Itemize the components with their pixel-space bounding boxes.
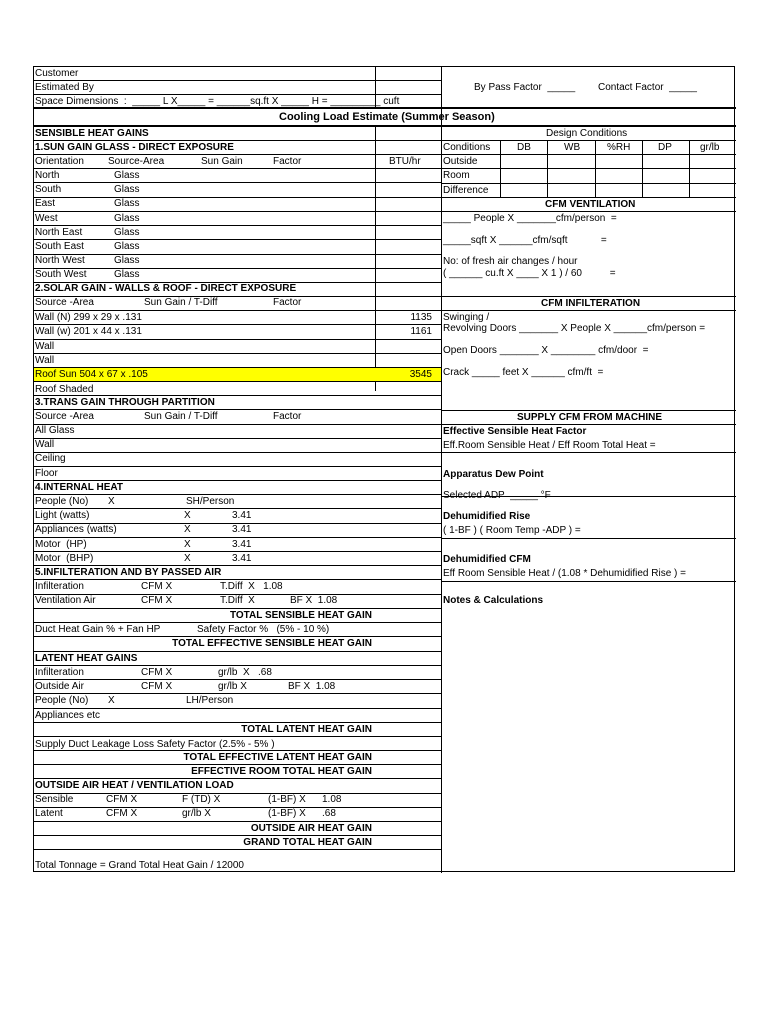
row-rule — [34, 438, 441, 439]
row-rule — [34, 821, 441, 822]
cond-row-difference: Difference — [443, 185, 489, 196]
wall-btu-value: 1161 — [410, 326, 432, 338]
cond-hdr-conditions: Conditions — [443, 142, 491, 153]
outside-label: Sensible — [35, 794, 74, 805]
crack-label: Crack _____ feet X ______ cfm/ft = — [443, 367, 604, 378]
bypass-factor-label: By Pass Factor _____ — [474, 82, 576, 93]
internal-label: Motor (BHP) — [35, 552, 94, 564]
orientation-dir: South West — [35, 269, 87, 281]
orientation-src: Glass — [114, 226, 140, 238]
orientation-src: Glass — [114, 170, 140, 181]
cond-row-room: Room — [443, 170, 470, 181]
hdr-line-1 — [34, 80, 441, 81]
col-orientation: Orientation — [35, 156, 84, 167]
trans-item: All Glass — [35, 425, 75, 436]
col-divider-main — [441, 67, 442, 873]
sheet-title: Cooling Load Estimate (Summer Season) — [279, 111, 495, 123]
orientation-dir: North West — [35, 255, 85, 267]
row-rule — [34, 168, 441, 169]
infil-heading: 5.INFILTERATION AND BY PASSED AIR — [35, 567, 222, 578]
latent-people-x: X — [108, 695, 115, 706]
row-rule — [34, 239, 441, 240]
internal-label: Light (watts) — [35, 510, 90, 522]
latent-people-label: People (No) — [35, 695, 89, 706]
row-rule — [34, 353, 441, 354]
solar-col-source: Source -Area — [35, 297, 94, 308]
outside-heading: OUTSIDE AIR HEAT / VENTILATION LOAD — [35, 780, 234, 791]
cfm-vent-heading: CFM VENTILATION — [545, 199, 636, 210]
internal-factor: 3.41 — [232, 524, 252, 536]
dehum-cfm-heading: Dehumidified CFM — [443, 554, 531, 565]
outside-a: gr/lb X — [182, 808, 211, 819]
latent-mid: gr/lb X — [218, 681, 247, 692]
appliances-etc: Appliances etc — [35, 710, 101, 721]
row-rule — [34, 225, 441, 226]
row-rule — [34, 211, 441, 212]
internal-x: X — [184, 552, 191, 564]
cond-col-gr — [689, 140, 690, 197]
adp-heading: Apparatus Dew Point — [443, 469, 544, 480]
outside-c: .68 — [322, 808, 336, 819]
outside-a: F (TD) X — [182, 794, 221, 805]
latent-cfm: CFM X — [141, 667, 173, 678]
row-rule — [34, 466, 441, 467]
trans-heading: 3.TRANS GAIN THROUGH PARTITION — [35, 397, 215, 408]
internal-factor: 3.41 — [232, 510, 252, 522]
latent-end: BF X 1.08 — [288, 681, 336, 692]
col-sun-gain: Sun Gain — [201, 156, 243, 167]
cond-col-rh — [595, 140, 596, 197]
internal-x: X — [184, 510, 191, 522]
latent-heading: LATENT HEAT GAINS — [35, 653, 138, 664]
orientation-dir: South — [35, 184, 62, 196]
internal-x: X — [184, 538, 191, 550]
row-rule — [34, 793, 441, 794]
row-rule — [34, 254, 441, 255]
latent-label: Infilteration — [35, 667, 84, 678]
estimated-by-label: Estimated By — [35, 82, 94, 93]
infil-label: Infilteration — [35, 581, 84, 592]
sun-glass-heading: 1.SUN GAIN GLASS - DIRECT EXPOSURE — [35, 142, 234, 153]
internal-factor: SH/Person — [186, 496, 235, 507]
internal-x: X — [184, 524, 191, 536]
trans-item: Ceiling — [35, 453, 66, 465]
wall-label: Wall (w) 201 x 44 x .131 — [35, 326, 142, 338]
cond-col-db — [500, 140, 501, 197]
wall-btu-value: 1135 — [410, 312, 432, 323]
duct-heat-label: Duct Heat Gain % + Fan HP — [35, 624, 161, 635]
row-rule — [34, 409, 441, 410]
solar-col-sungain: Sun Gain / T-Diff — [144, 297, 218, 308]
tonnage-formula: Total Tonnage = Grand Total Heat Gain / 12000 — [35, 860, 244, 871]
dehum-rise-heading: Dehumidified Rise — [443, 511, 531, 522]
infil-cfm: CFM X — [141, 581, 173, 592]
cond-hdr-grlb: gr/lb — [700, 142, 720, 153]
orientation-src: Glass — [114, 184, 140, 196]
row-rule — [34, 722, 441, 723]
row-rule — [34, 693, 441, 694]
cond-line-1 — [441, 154, 736, 155]
col-source-area: Source-Area — [108, 156, 165, 167]
cond-hdr-db: DB — [517, 142, 531, 153]
row-rule — [34, 452, 441, 453]
internal-label: People (No) — [35, 496, 89, 507]
sensible-heading: SENSIBLE HEAT GAINS — [35, 128, 149, 139]
row-rule — [34, 424, 441, 425]
supply-duct-label: Supply Duct Leakage Loss Safety Factor (2.5% - 5% ) — [35, 739, 275, 750]
fresh-air-2: ( ______ cu.ft X ____ X 1 ) / 60 = — [443, 268, 616, 279]
col-factor: Factor — [273, 156, 302, 167]
internal-x: X — [108, 496, 115, 507]
trans-item: Floor — [35, 467, 58, 479]
r-line-eshf — [441, 452, 736, 453]
internal-label: Motor (HP) — [35, 538, 87, 550]
wall-label: Roof Sun 504 x 67 x .105 — [35, 369, 148, 381]
infil-mid: T.Diff X 1.08 — [220, 581, 283, 592]
total-latent: TOTAL LATENT HEAT GAIN — [241, 724, 372, 735]
trans-col-factor: Factor — [273, 411, 302, 422]
outside-label: Latent — [35, 808, 63, 819]
infil-mid: T.Diff X — [220, 595, 255, 606]
total-eff-sensible: TOTAL EFFECTIVE SENSIBLE HEAT GAIN — [172, 638, 372, 649]
row-rule — [34, 268, 441, 269]
row-rule — [34, 182, 441, 183]
cond-col-wb — [547, 140, 548, 197]
orientation-src: Glass — [114, 269, 140, 281]
design-conditions-title: Design Conditions — [546, 128, 628, 139]
trans-item: Wall — [35, 439, 55, 451]
latent-cfm: CFM X — [141, 681, 173, 692]
row-rule — [34, 849, 441, 850]
internal-label: Appliances (watts) — [35, 524, 117, 536]
fresh-air-1: No: of fresh air changes / hour — [443, 256, 578, 267]
orientation-src: Glass — [114, 241, 140, 252]
infil-end: BF X 1.08 — [290, 595, 338, 606]
swinging-label: Swinging / — [443, 312, 490, 323]
notes-heading: Notes & Calculations — [443, 595, 544, 606]
outside-b: (1-BF) X — [268, 808, 306, 819]
solar-col-factor: Factor — [273, 297, 302, 308]
grand-total: GRAND TOTAL HEAT GAIN — [243, 837, 372, 848]
r-line-dehum-cfm — [441, 581, 736, 582]
row-rule — [34, 835, 441, 836]
safety-factor-label: Safety Factor % (5% - 10 %) — [197, 624, 330, 635]
dehum-rise-formula: ( 1-BF ) ( Room Temp -ADP ) = — [443, 525, 581, 536]
wall-btu-value: 3545 — [409, 369, 432, 381]
cond-hdr-dp: DP — [658, 142, 672, 153]
cond-col-dp — [642, 140, 643, 197]
orientation-dir: East — [35, 198, 56, 210]
orientation-dir: West — [35, 212, 58, 224]
row-rule — [34, 296, 441, 297]
trans-col-sungain: Sun Gain / T-Diff — [144, 411, 218, 422]
row-rule — [34, 339, 441, 340]
outside-total: OUTSIDE AIR HEAT GAIN — [250, 823, 372, 834]
cond-hdr-wb: WB — [564, 142, 581, 153]
row-rule — [34, 807, 441, 808]
orientation-src: Glass — [114, 255, 140, 267]
internal-factor: 3.41 — [232, 538, 252, 550]
cooling-load-sheet — [33, 66, 735, 872]
cond-line-2 — [441, 168, 736, 169]
internal-factor: 3.41 — [232, 552, 252, 564]
orientation-dir: North — [35, 170, 60, 181]
col-divider-btu-left-2 — [375, 127, 376, 391]
wall-label: Wall — [35, 340, 55, 352]
revolving-label: Revolving Doors _______ X People X ______cfm/person = — [443, 323, 706, 334]
dehum-cfm-formula: Eff Room Sensible Heat / (1.08 * Dehumidified Rise ) = — [443, 568, 686, 579]
row-rule — [34, 736, 441, 737]
contact-factor-label: Contact Factor _____ — [598, 82, 697, 93]
supply-cfm-heading: SUPPLY CFM FROM MACHINE — [517, 412, 663, 423]
outside-b: (1-BF) X — [268, 794, 306, 805]
total-sensible: TOTAL SENSIBLE HEAT GAIN — [229, 610, 372, 621]
outside-cfm: CFM X — [106, 794, 138, 805]
infil-cfm: CFM X — [141, 595, 173, 606]
row-rule — [34, 197, 441, 198]
internal-heading: 4.INTERNAL HEAT — [35, 482, 123, 493]
wall-label: Wall — [35, 354, 55, 366]
wall-label: Roof Shaded — [35, 383, 94, 395]
eshf-formula: Eff.Room Sensible Heat / Eff Room Total Heat = — [443, 440, 656, 451]
orientation-src: Glass — [114, 198, 140, 210]
cfm-infil-heading: CFM INFILTERATION — [541, 298, 641, 309]
orientation-src: Glass — [114, 212, 140, 224]
trans-col-source: Source -Area — [35, 411, 94, 422]
outside-c: 1.08 — [322, 794, 342, 805]
orientation-dir: North East — [35, 226, 83, 238]
eff-room-total: EFFECTIVE ROOM TOTAL HEAT GAIN — [191, 766, 372, 777]
cond-hdr-rh: %RH — [607, 142, 631, 153]
orientation-dir: South East — [35, 241, 84, 252]
row-rule — [34, 494, 441, 495]
latent-label: Outside Air — [35, 681, 84, 692]
r-line-dehum-rise — [441, 538, 736, 539]
total-eff-latent: TOTAL EFFECTIVE LATENT HEAT GAIN — [183, 752, 372, 763]
open-doors-label: Open Doors _______ X ________ cfm/door = — [443, 345, 649, 356]
vent-people: _____ People X _______cfm/person = — [443, 213, 617, 224]
outside-cfm: CFM X — [106, 808, 138, 819]
customer-label: Customer — [35, 68, 79, 79]
eshf-heading: Effective Sensible Heat Factor — [443, 426, 587, 437]
latent-mid: gr/lb X .68 — [218, 667, 272, 678]
cond-row-outside: Outside — [443, 156, 478, 167]
latent-people-factor: LH/Person — [186, 695, 234, 706]
vent-sqft: _____sqft X ______cfm/sqft = — [443, 235, 607, 246]
col-btu: BTU/hr — [389, 156, 421, 167]
infil-label: Ventilation Air — [35, 595, 96, 606]
selected-adp: Selected ADP _____ °F — [443, 490, 551, 501]
solar-heading: 2.SOLAR GAIN - WALLS & ROOF - DIRECT EXPOSURE — [35, 283, 297, 294]
space-dimensions-label: Space Dimensions : _____ L X_____ = ______sq.ft X _____ H = _________ cuft — [35, 96, 400, 107]
wall-label: Wall (N) 299 x 29 x .131 — [35, 312, 142, 323]
